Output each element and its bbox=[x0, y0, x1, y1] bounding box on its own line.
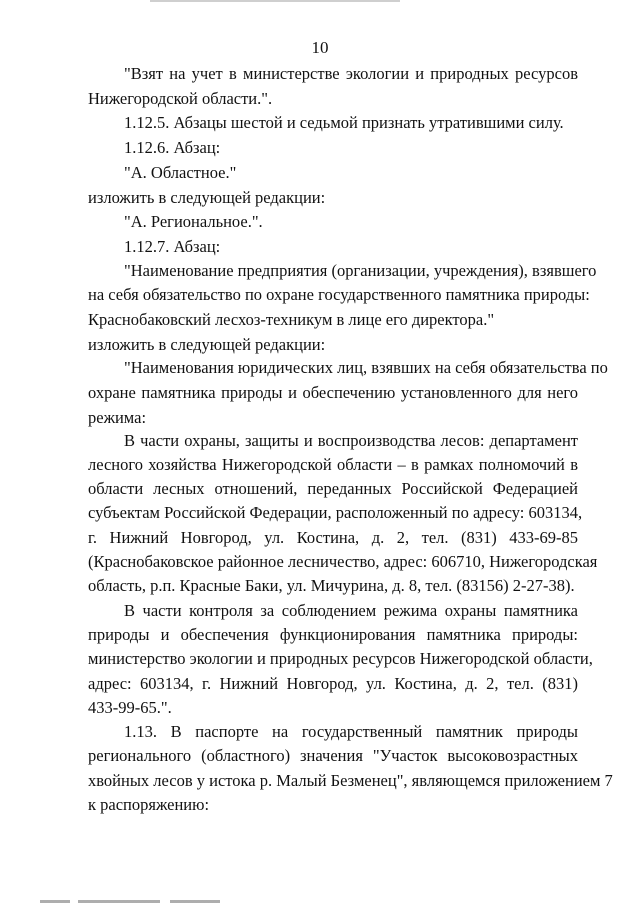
text-line: "А. Региональное.". bbox=[124, 212, 263, 231]
text-line: изложить в следующей редакции: bbox=[88, 188, 326, 207]
text-line: г. Нижний Новгород, ул. Костина, д. 2, тел. (831) 433-69-85 bbox=[88, 528, 578, 547]
text-line: адрес: 603134, г. Нижний Новгород, ул. Костина, д. 2, тел. (831) bbox=[88, 674, 578, 693]
text-line: В части контроля за соблюдением режима охраны памятника bbox=[124, 601, 578, 620]
text-line: 1.12.6. Абзац: bbox=[124, 138, 221, 157]
text-line: 1.12.5. Абзацы шестой и седьмой признать утратившими силу. bbox=[124, 113, 564, 132]
text-line: министерство экологии и природных ресурсов Нижегородской области, bbox=[88, 649, 593, 668]
text-line: "А. Областное." bbox=[124, 163, 237, 182]
text-line: 1.13. В паспорте на государственный памятник природы bbox=[124, 722, 578, 741]
text-line: "Взят на учет в министерстве экологии и природных ресурсов bbox=[124, 64, 578, 83]
text-line: (Краснобаковское районное лесничество, адрес: 606710, Нижегородская bbox=[88, 552, 598, 571]
text-line: режима: bbox=[88, 408, 147, 427]
text-line: лесного хозяйства Нижегородской области – в рамках полномочий в bbox=[88, 455, 578, 474]
text-line: охране памятника природы и обеспечению установленного для него bbox=[88, 383, 578, 402]
page-number: 10 bbox=[311, 38, 329, 57]
scan-edge-bottom bbox=[40, 900, 220, 903]
text-line: природы и обеспечения функционирования памятника природы: bbox=[88, 625, 578, 644]
text-line: область, р.п. Красные Баки, ул. Мичурина, д. 8, тел. (83156) 2-27-38). bbox=[88, 576, 575, 595]
text-line: 433-99-65.". bbox=[88, 698, 172, 717]
text-line: В части охраны, защиты и воспроизводства лесов: департамент bbox=[124, 431, 578, 450]
text-line: Краснобаковский лесхоз-техникум в лице его директора." bbox=[88, 310, 495, 329]
text-line: "Наименование предприятия (организации, учреждения), взявшего bbox=[124, 261, 597, 280]
text-line: на себя обязательство по охране государственного памятника природы: bbox=[88, 285, 590, 304]
text-line: субъектам Российской Федерации, расположенный по адресу: 603134, bbox=[88, 503, 583, 522]
text-line: изложить в следующей редакции: bbox=[88, 335, 326, 354]
text-line: "Наименования юридических лиц, взявших на себя обязательства по bbox=[124, 358, 608, 377]
text-line: области лесных отношений, переданных Российской Федерацией bbox=[88, 479, 578, 498]
text-line: к распоряжению: bbox=[88, 795, 210, 814]
text-line: хвойных лесов у истока р. Малый Безменец", являющемся приложением 7 bbox=[88, 771, 613, 790]
scan-edge-top bbox=[150, 0, 400, 2]
text-line: регионального (областного) значения "Участок высоковозрастных bbox=[88, 746, 578, 765]
text-line: Нижегородской области.". bbox=[88, 89, 273, 108]
text-line: 1.12.7. Абзац: bbox=[124, 237, 221, 256]
